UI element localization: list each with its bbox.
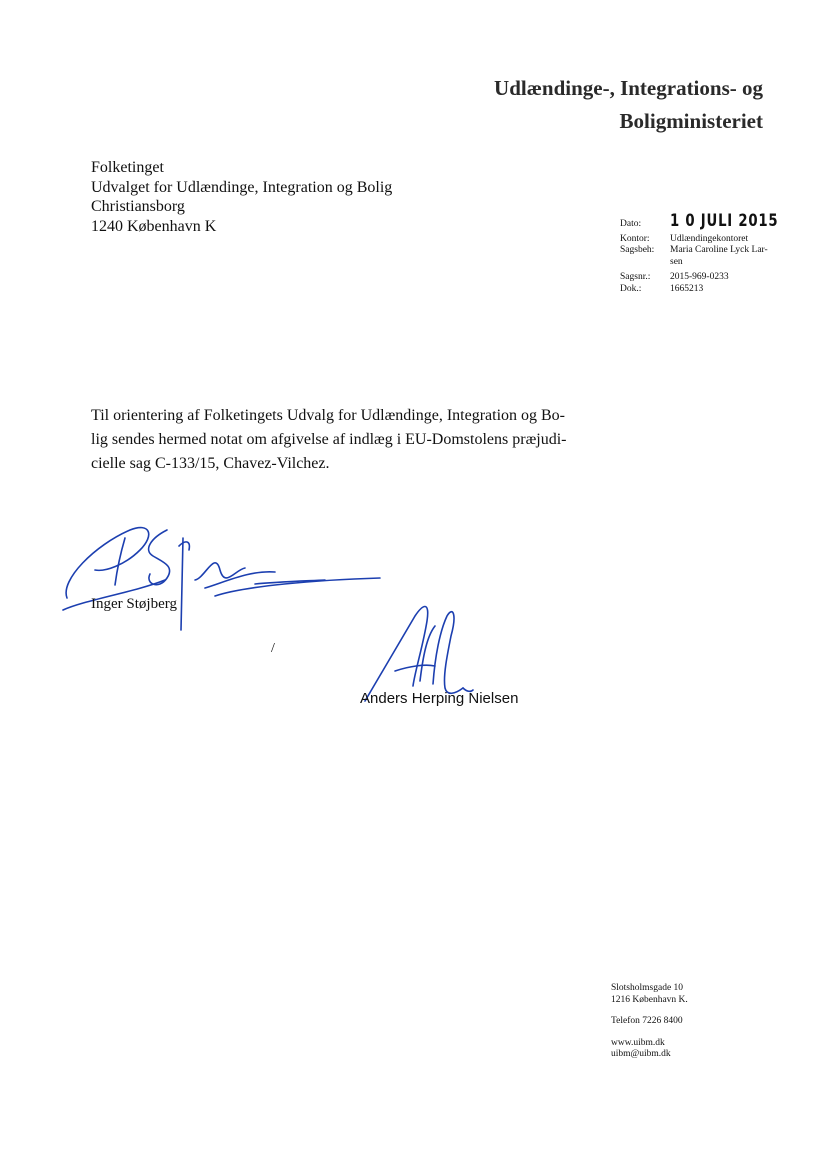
document-metadata (620, 211, 780, 295)
footer-phone: Telefon 7226 8400 (611, 1016, 683, 1026)
body-line: Til orientering af Folketingets Udvalg for Udlændinge, Integration og Bo- (91, 407, 566, 424)
recipient-address (91, 158, 392, 236)
signer-1-name: Inger Støjberg (91, 596, 177, 612)
doc-value: 1665213 (670, 283, 704, 294)
doc-row (620, 284, 780, 296)
signature-separator: / (271, 641, 275, 656)
signer-2-name: Anders Herping Nielsen (360, 690, 519, 707)
ministry-name-line-1: Udlændinge-, Integrations- og (494, 76, 763, 100)
body-line: cielle sag C-133/15, Chavez-Vilchez. (91, 455, 330, 472)
recipient-line: Christiansborg (91, 198, 185, 215)
handler-row (620, 245, 780, 268)
footer-email-link[interactable]: uibm@uibm.dk (611, 1049, 671, 1059)
letter-body (91, 404, 611, 476)
footer-street: Slotsholmsgade 10 (611, 983, 684, 993)
office-value: Udlændingekontoret (670, 233, 749, 244)
office-label: Kontor: (620, 233, 650, 244)
body-line: lig sendes hermed notat om afgivelse af indlæg i EU-Domstolens præjudi- (91, 431, 567, 448)
date-label: Dato: (620, 219, 642, 229)
date-stamp: 1 0 JULI 2015 (670, 211, 779, 231)
office-row (620, 234, 780, 246)
signature-1-handwriting (55, 510, 395, 635)
footer-contact (611, 983, 688, 1061)
ministry-name-line-2: Boligministeriet (619, 109, 763, 133)
footer-city: 1216 København K. (611, 994, 688, 1005)
date-row (620, 211, 780, 231)
handler-label: Sagsbeh: (620, 245, 655, 255)
handler-value-line-2: sen (670, 256, 683, 267)
case-row (620, 272, 780, 284)
case-value: 2015-969-0233 (670, 272, 729, 282)
handler-value (670, 245, 780, 268)
recipient-line: 1240 København K (91, 217, 217, 235)
recipient-line: Folketinget (91, 159, 164, 176)
handler-value-line-1: Maria Caroline Lyck Lar- (670, 245, 768, 255)
case-label: Sagsnr.: (620, 272, 651, 282)
ministry-header (494, 72, 763, 138)
footer-website-link[interactable]: www.uibm.dk (611, 1037, 665, 1048)
recipient-line: Udvalget for Udlændinge, Integration og Bolig (91, 178, 393, 196)
doc-label: Dok.: (620, 283, 642, 294)
